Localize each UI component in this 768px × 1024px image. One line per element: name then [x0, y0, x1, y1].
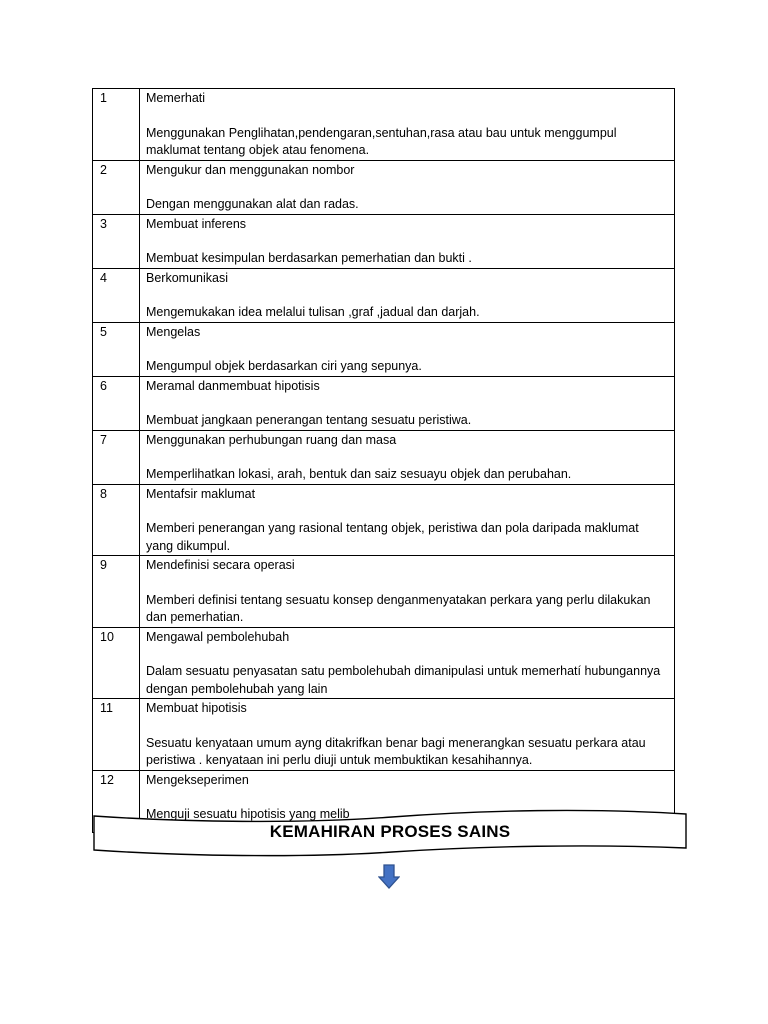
- title-banner: [92, 808, 688, 858]
- skill-name: Memerhati: [146, 91, 206, 105]
- row-number: 12: [93, 770, 140, 832]
- table-row: [93, 484, 675, 556]
- row-number: 7: [93, 430, 140, 484]
- table-row: [93, 376, 675, 430]
- row-content: [140, 160, 675, 214]
- table-row: [93, 89, 675, 161]
- row-content: [140, 484, 675, 556]
- row-number: 2: [93, 160, 140, 214]
- skill-name: Membuat inferens: [146, 216, 247, 231]
- table-row: [93, 699, 675, 771]
- skill-name: Menggunakan perhubungan ruang dan masa: [146, 432, 397, 447]
- skill-name: Mendefinisi secara operasi: [146, 558, 295, 572]
- row-content: [140, 430, 675, 484]
- table-row: [93, 556, 675, 628]
- skill-name: Membuat hipotisis: [146, 701, 247, 715]
- row-number: 10: [93, 627, 140, 699]
- skill-description: Dengan menggunakan alat dan radas.: [146, 197, 359, 211]
- row-number: 3: [93, 214, 140, 268]
- row-number: 11: [93, 699, 140, 771]
- skill-description: Menguji sesuatu hipotisis yang melib: [146, 807, 350, 821]
- skill-description: Memberi penerangan yang rasional tentang objek, peristiwa dan pola daripada maklumat yang dikumpul.: [146, 521, 639, 553]
- skill-description: Membuat jangkaan penerangan tentang sesuatu peristiwa.: [146, 413, 472, 427]
- skill-description: Memperlihatkan lokasi, arah, bentuk dan saiz sesuayu objek dan perubahan.: [146, 467, 572, 481]
- row-content: [140, 627, 675, 699]
- skill-name: Mengelas: [146, 324, 201, 339]
- row-number: 9: [93, 556, 140, 628]
- row-number: 8: [93, 484, 140, 556]
- skill-description: Sesuatu kenyataan umum ayng ditakrifkan benar bagi menerangkan sesuatu perkara atau peristiwa . kenyataan ini perlu diuji untuk membuktikan kesahihannya.: [146, 735, 646, 767]
- row-content: [140, 556, 675, 628]
- row-content: [140, 699, 675, 771]
- skill-name: Mengekseperimen: [146, 772, 249, 787]
- skill-name: Mentafsir maklumat: [146, 486, 256, 501]
- row-content: [140, 268, 675, 322]
- row-number: 4: [93, 268, 140, 322]
- table-row: [93, 160, 675, 214]
- down-arrow-icon: [378, 864, 400, 895]
- table-row: [93, 430, 675, 484]
- row-number: 5: [93, 322, 140, 376]
- row-content: [140, 322, 675, 376]
- row-content: [140, 214, 675, 268]
- skill-description: Memberi definisi tentang sesuatu konsep denganmenyatakan perkara yang perlu dilakukan dan pemerhatian.: [146, 592, 651, 624]
- skills-table: [92, 88, 675, 833]
- skill-description: Menggunakan Penglihatan,pendengaran,sentuhan,rasa atau bau untuk menggumpul maklumat tentang objek atau fenomena.: [146, 125, 617, 157]
- table-row: [93, 214, 675, 268]
- skill-description: Mengumpul objek berdasarkan ciri yang sepunya.: [146, 359, 422, 373]
- skill-description: Membuat kesimpulan berdasarkan pemerhatian dan bukti .: [146, 251, 472, 265]
- skill-name: Berkomunikasi: [146, 270, 228, 285]
- row-number: 6: [93, 376, 140, 430]
- table-row: [93, 322, 675, 376]
- skill-description: Dalam sesuatu penyasatan satu pembolehubah dimanipulasi untuk memerhatí hubungannya dengan pembolehubah yang lain: [146, 664, 661, 696]
- skill-name: Meramal danmembuat hipotisis: [146, 378, 320, 393]
- table-row: [93, 627, 675, 699]
- banner-title: KEMAHIRAN PROSES SAINS: [269, 822, 511, 841]
- skill-name: Mengukur dan menggunakan nombor: [146, 162, 355, 177]
- row-content: [140, 89, 675, 161]
- skill-description: Mengemukakan idea melalui tulisan ,graf ,jadual dan darjah.: [146, 305, 480, 319]
- skill-name: Mengawal pembolehubah: [146, 629, 290, 644]
- row-number: 1: [93, 89, 140, 161]
- row-content: [140, 376, 675, 430]
- table-row: [93, 268, 675, 322]
